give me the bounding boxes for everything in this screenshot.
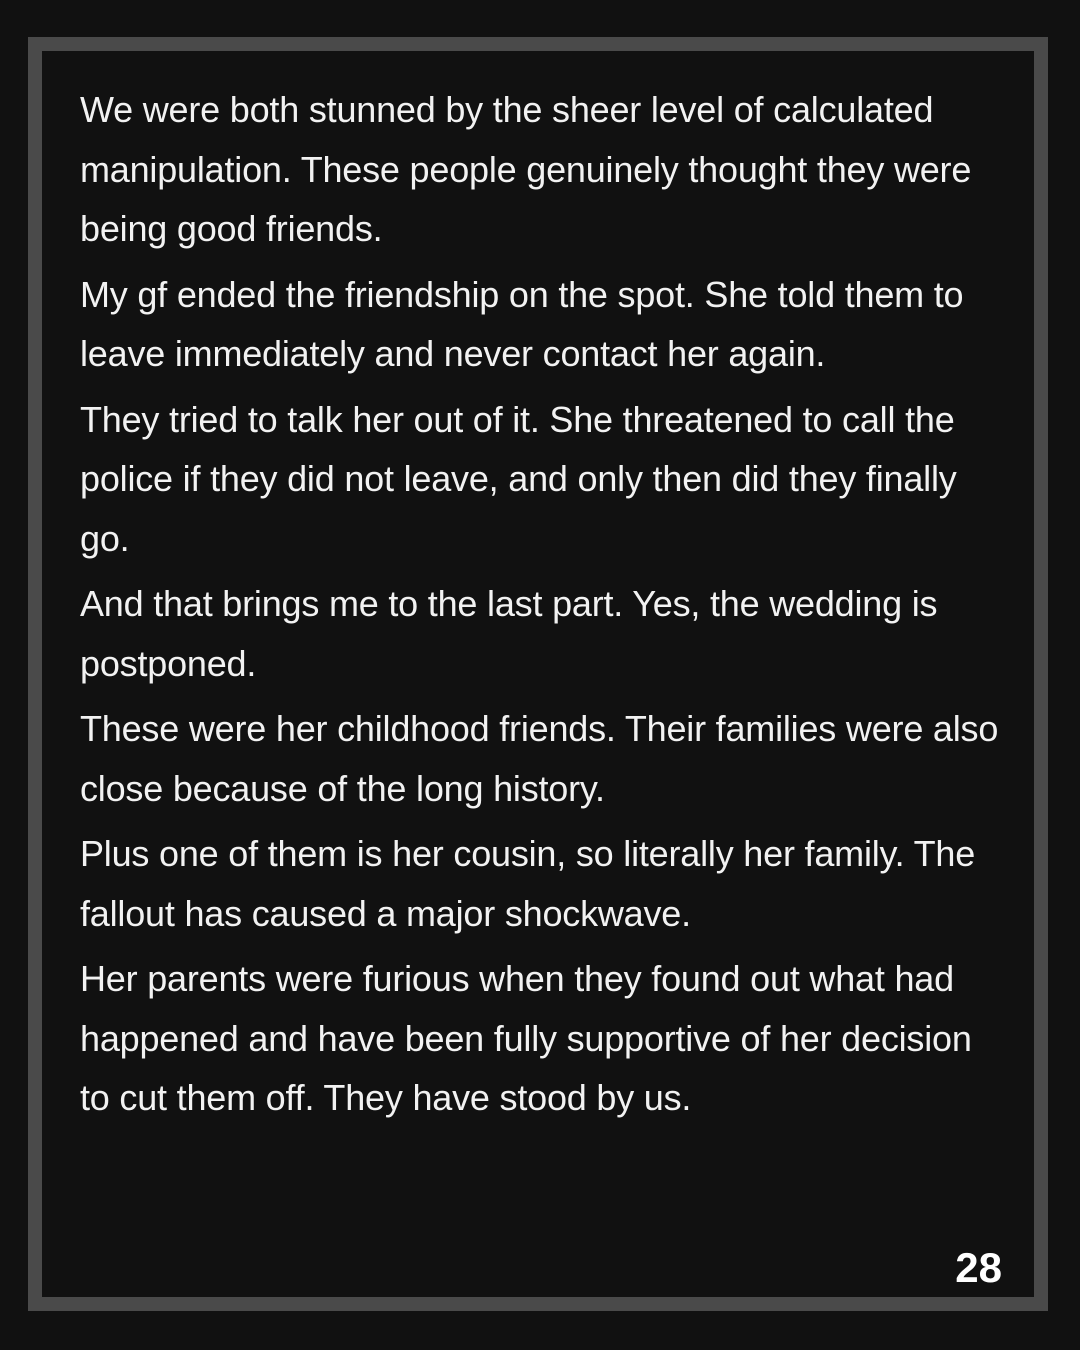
story-text bbox=[80, 80, 1005, 1134]
paragraph-2: My gf ended the friendship on the spot. She told them to leave immediately and never contact her again. bbox=[80, 273, 964, 374]
page-number: 28 bbox=[955, 1244, 1002, 1291]
paragraph-1: We were both stunned by the sheer level of calculated manipulation. These people genuinely thought they were being good friends. bbox=[80, 89, 972, 249]
paragraph-7: Her parents were furious when they found out what had happened and have been fully supportive of her decision to cut them off. They have stood by us. bbox=[80, 958, 972, 1118]
paragraph-5: These were her childhood friends. Their families were also close because of the long history. bbox=[80, 708, 999, 809]
paragraph-6: Plus one of them is her cousin, so literally her family. The fallout has caused a major shockwave. bbox=[80, 833, 976, 934]
paragraph-4: And that brings me to the last part. Yes, the wedding is postponed. bbox=[80, 583, 938, 684]
paragraph-3: They tried to talk her out of it. She threatened to call the police if they did not leave, and only then did they finally go. bbox=[80, 398, 957, 559]
